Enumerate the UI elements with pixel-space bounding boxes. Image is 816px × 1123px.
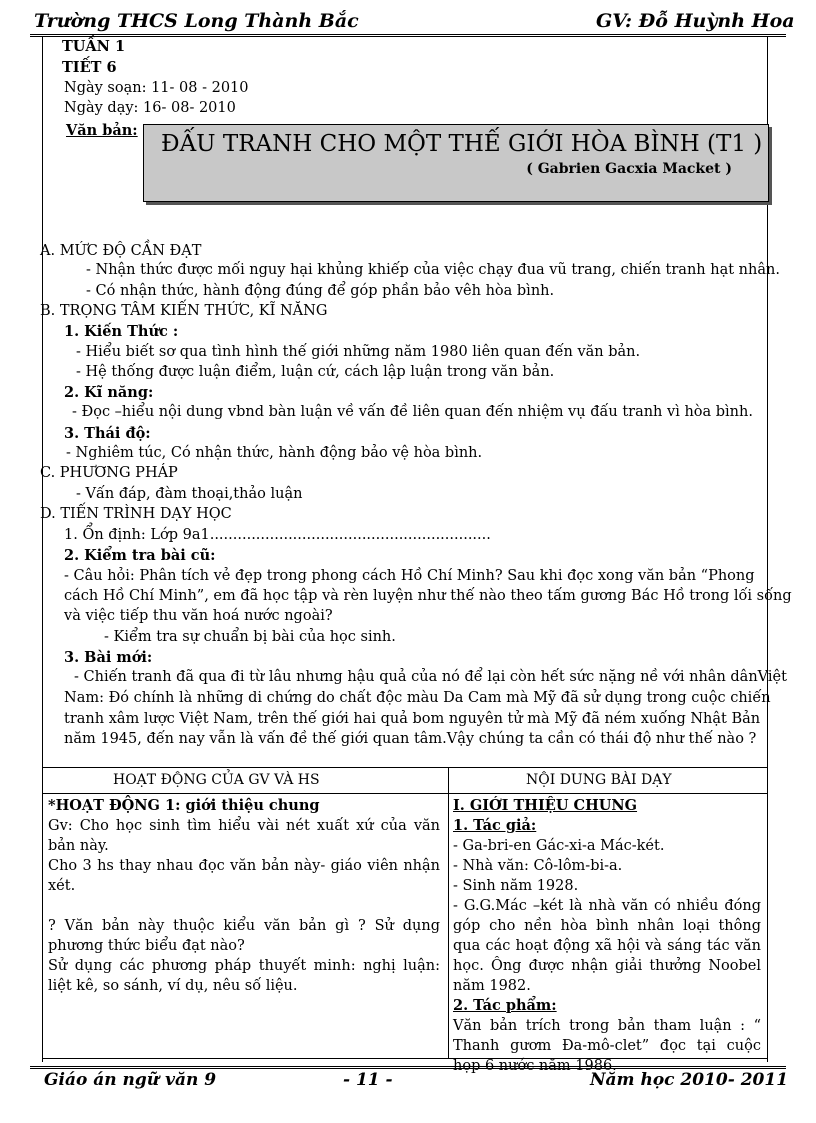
section-b3-line1: - Nghiêm túc, Có nhận thức, hành động bảo vệ hòa bình. [66, 445, 483, 461]
section-b-heading: B. TRỌNG TÂM KIẾN THỨC, KĨ NĂNG [40, 303, 328, 319]
header-school: Trường THCS Long Thành Bắc [34, 10, 359, 32]
intro-heading: I. GIỚI THIỆU CHUNG [453, 797, 638, 814]
section-d2-line2: cách Hồ Chí Minh”, em đã học tập và rèn luyện như thế nào theo tấm gương Bác Hồ trong lối sống [64, 588, 792, 604]
footer-page-number: - 11 - [343, 1070, 393, 1090]
section-a-line2: - Có nhận thức, hành động đúng để góp phần bảo vêh hòa bình. [86, 283, 555, 299]
activity-p4: Sử dụng các phương pháp thuyết minh: nghị luận: liệt kê, so sánh, ví dụ, nêu số liệu. [48, 958, 440, 994]
footer-school-year: Năm học 2010- 2011 [590, 1070, 789, 1090]
section-d2-line3: và việc tiếp thu văn hoá nước ngoài? [64, 608, 333, 624]
section-d2-line4: - Kiểm tra sự chuẩn bị bài của học sinh. [104, 629, 396, 645]
activity-heading: *HOẠT ĐỘNG 1: giới thiệu chung [48, 797, 320, 814]
section-b1-heading: 1. Kiến Thức : [64, 323, 179, 340]
table-column-divider [448, 768, 449, 1058]
week-label: TUẦN 1 [62, 38, 126, 55]
section-d-heading: D. TIẾN TRÌNH DẠY HỌC [40, 506, 232, 522]
section-d3-heading: 3. Bài mới: [64, 649, 153, 666]
table-header-divider [43, 793, 767, 794]
section-d2-heading: 2. Kiểm tra bài cũ: [64, 547, 216, 564]
section-b2-line1: - Đọc –hiểu nội dung vbnd bàn luận về vấn đề liên quan đến nhiệm vụ đấu tranh vì hòa bình. [72, 404, 753, 420]
section-a-text: A. MỨC ĐỘ CẦN ĐẠT [40, 243, 202, 259]
lesson-author: ( Gabrien Gacxia Macket ) [526, 161, 732, 177]
work-line1: Văn bản trích trong bản tham luận : “ Thanh gươm Đa-mô-clet” đọc tại cuộc họp 6 nước năm 1986. [453, 1018, 761, 1074]
lesson-table [42, 767, 768, 1074]
text-label: Văn bản: [66, 122, 138, 139]
title-box [143, 124, 769, 202]
section-d3-line3: tranh xâm lược Việt Nam, trên thế giới hai quả bom nguyên tử mà Mỹ đã ném xuống Nhật Bản [64, 711, 761, 727]
section-c-heading: C. PHƯƠNG PHÁP [40, 465, 178, 481]
section-b1-line2: - Hệ thống được luận điểm, luận cứ, cách lập luận trong văn bản. [76, 364, 555, 380]
author-line4: - G.G.Mác –két là nhà văn có nhiều đóng góp cho nền hòa bình nhân loại thông qua các hoạt động xã hội và sáng tác văn học. Ông được nhận giải thưởng Noobel năm 1982. [453, 898, 761, 994]
teach-date: Ngày dạy: 16- 08- 2010 [64, 100, 236, 116]
activity-p3: ? Văn bản này thuộc kiểu văn bản gì ? Sử dụng phương thức biểu đạt nào? [48, 918, 440, 954]
table-left-cell [48, 796, 440, 996]
activity-p2: Cho 3 hs thay nhau đọc văn bản này- giáo viên nhận xét. [48, 858, 440, 894]
author-line1: - Ga-bri-en Gác-xi-a Mác-két. [453, 838, 665, 854]
section-c-line1: - Vấn đáp, đàm thoại,thảo luận [76, 486, 303, 502]
section-d3-line2: Nam: Đó chính là những di chứng do chất độc màu Da Cam mà Mỹ đã sử dụng trong cuộc chiến [64, 690, 771, 706]
footer-subject: Giáo án ngữ văn 9 [44, 1070, 217, 1090]
table-right-cell [453, 796, 761, 1076]
section-b3-heading: 3. Thái độ: [64, 425, 151, 442]
section-d2-line1: - Câu hỏi: Phân tích vẻ đẹp trong phong cách Hồ Chí Minh? Sau khi đọc xong văn bản “Phong [64, 568, 755, 584]
period-label: TIẾT 6 [62, 59, 117, 76]
author-line2: - Nhà văn: Cô-lôm-bi-a. [453, 858, 623, 874]
table-header-content: NỘI DUNG BÀI DẠY [526, 772, 672, 788]
section-a-heading [40, 243, 201, 259]
author-heading: 1. Tác giả: [453, 817, 537, 834]
header-teacher: GV: Đỗ Huỳnh Hoa [596, 10, 795, 32]
author-line3: - Sinh năm 1928. [453, 878, 579, 894]
lesson-title: ĐẤU TRANH CHO MỘT THẾ GIỚI HÒA BÌNH (T1 ) [161, 131, 763, 157]
work-heading: 2. Tác phẩm: [453, 997, 557, 1014]
section-b1-line1: - Hiểu biết sơ qua tình hình thế giới những năm 1980 liên quan đến văn bản. [76, 344, 641, 360]
table-header-activities: HOẠT ĐỘNG CỦA GV VÀ HS [113, 772, 320, 788]
section-b2-heading: 2. Kĩ năng: [64, 384, 154, 401]
section-d3-line1: - Chiến tranh đã qua đi từ lâu nhưng hậu quả của nó để lại còn hết sức nặng nề với nhân dânViệt [74, 669, 787, 685]
section-a-line1: - Nhận thức được mối nguy hại khủng khiếp của việc chạy đua vũ trang, chiến tranh hạt nhân. [86, 262, 780, 278]
section-d1-line: 1. Ổn định: Lớp 9a1............................................................. [64, 527, 491, 543]
prep-date: Ngày soạn: 11- 08 - 2010 [64, 80, 249, 96]
activity-p1: Gv: Cho học sinh tìm hiểu vài nét xuất xứ của văn bản này. [48, 818, 440, 854]
section-d3-line4: năm 1945, đến nay vẫn là vấn đề thế giới quan tâm.Vậy chúng ta cần có thái độ như thế nào ? [64, 731, 757, 747]
